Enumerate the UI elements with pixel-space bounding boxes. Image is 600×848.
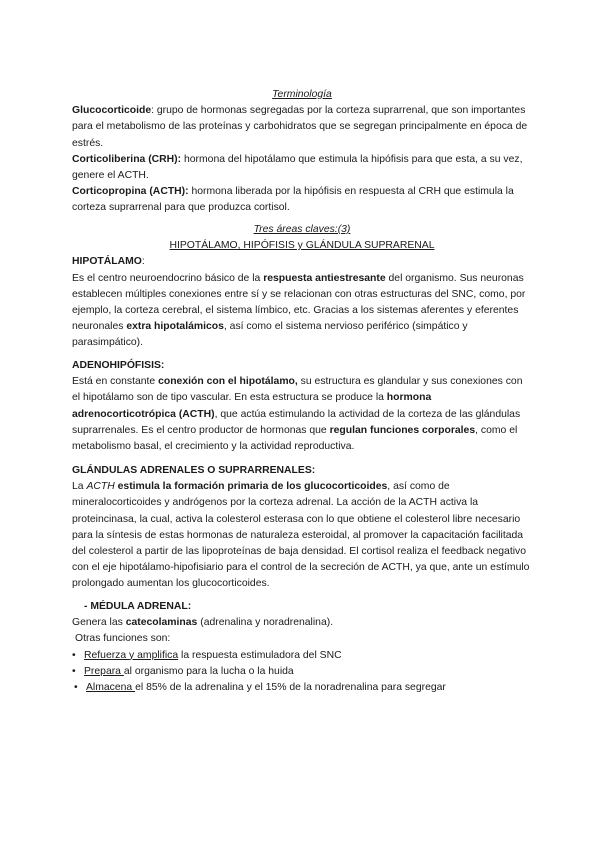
- glandulas-heading: GLÁNDULAS ADRENALES O SUPRARRENALES:: [72, 465, 316, 476]
- adenohipofisis-section: [72, 358, 532, 455]
- bullet-icon: •: [72, 649, 76, 661]
- hipotalamo-heading: HIPOTÁLAMO:: [72, 256, 145, 268]
- crh-definition: Corticoliberina (CRH): hormona del hipotálamo que estimula la hipófisis para que esta, a su vez, genere el ACTH.: [72, 153, 523, 182]
- medula-section: [72, 599, 532, 696]
- areas-subtitle: HIPOTÁLAMO, HIPÓFISIS y GLÁNDULA SUPRARENAL: [169, 240, 435, 252]
- glucocorticoide-definition: Glucocorticoide: grupo de hormonas segregadas por la corteza suprarrenal, que son importantes para el metabolismo de las proteínas y carbohidratos que se segregan principalmente en época de estrés.: [72, 105, 528, 149]
- bullet-icon: •: [72, 665, 76, 677]
- terminology-title: Terminología: [272, 89, 332, 100]
- list-item: • Prepara al organismo para la lucha o la huida: [72, 664, 532, 680]
- hipotalamo-paragraph: Es el centro neuroendocrino básico de la respuesta antiestresante del organismo. Sus neuronas establecen múltiples conexiones entre sí y se relacionan con otras estructuras del SNC, como, por ejemplo, la corteza cerebral, el sistema límbico, etc. Gracias a los sistemas aferentes y eferentes neuronales extra hipotalámicos, así como el sistema nervioso periférico (simpático y parasimpático).: [72, 272, 526, 349]
- acth-definition: Corticopropina (ACTH): hormona liberada por la hipófisis en respuesta al CRH que estimula la corteza suprarrenal para que produzca cortisol.: [72, 186, 514, 214]
- bullet-icon: •: [74, 682, 78, 694]
- list-item: • Almacena el 85% de la adrenalina y el 15% de la noradrenalina para segregar: [72, 680, 532, 696]
- adenohipofisis-heading: ADENOHIPÓFISIS:: [72, 360, 165, 371]
- terminology-section: [72, 87, 532, 217]
- adenohipofisis-paragraph: Está en constante conexión con el hipotálamo, su estructura es glandular y sus conexiones con el hipotálamo son de tipo vascular. En esta estructura se produce la hormona adrenocorticotrópica (ACTH), que actúa estimulando la actividad de la corteza de las glándulas suprarrenales. Es el centro productor de hormonas que regulan funciones corporales, como el metabolismo basal, el crecimiento y la actividad reproductiva.: [72, 376, 523, 453]
- medula-heading: - MÉDULA ADRENAL:: [84, 601, 192, 612]
- medula-paragraph: Genera las catecolaminas (adrenalina y noradrenalina).: [72, 617, 334, 629]
- otras-funciones-label: Otras funciones son:: [75, 633, 171, 645]
- glandulas-paragraph: La ACTH estimula la formación primaria de los glucocorticoides, así como de mineralocorticoides y andrógenos por la corteza adrenal. La acción de la ACTH activa la proteincinasa, la cual, activa la colesterol esterasa con lo que obtiene el colesterol libre necesario para la síntesis de estas hormonas de naturaleza esteroidal, al promover la capacitación facilitada del colesterol a partir de las lipoproteínas de baja densidad. El cortisol realiza el feedback negativo con el eje hipotálamo-hipofisiario para el control de la secreción de ACTH, ya que, ante un estímulo prolongado aumentan los glucocorticoides.: [72, 481, 530, 590]
- glandulas-section: [72, 463, 532, 593]
- areas-section: [72, 222, 532, 352]
- areas-title: Tres áreas claves:(3): [253, 224, 351, 235]
- list-item: • Refuerza y amplifica la respuesta estimuladora del SNC: [72, 648, 532, 664]
